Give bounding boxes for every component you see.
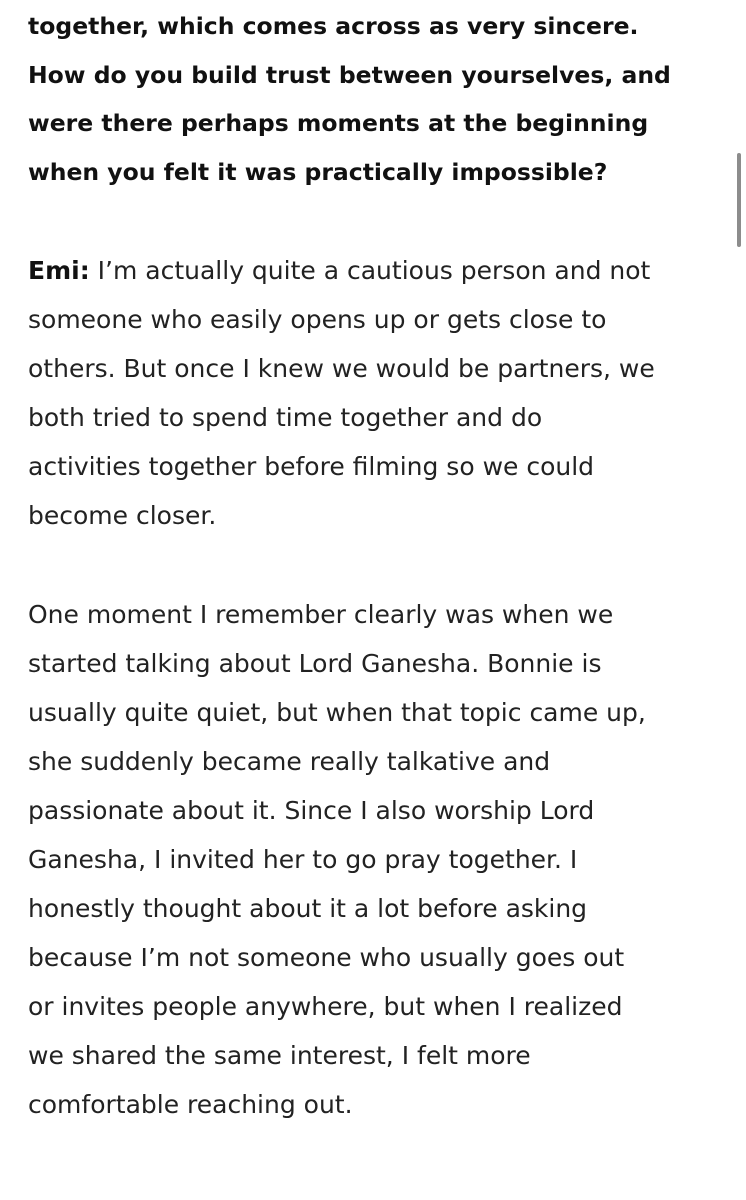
answer-line: or invites people anywhere, but when I realized bbox=[28, 992, 623, 1021]
answer-line: both tried to spend time together and do bbox=[28, 403, 543, 432]
speaker-label: Emi: bbox=[28, 256, 90, 285]
interview-question bbox=[28, 2, 724, 196]
answer-line: One moment I remember clearly was when we bbox=[28, 600, 614, 629]
paragraph-spacer bbox=[28, 196, 724, 246]
answer-line: honestly thought about it a lot before asking bbox=[28, 894, 588, 923]
answer-line: she suddenly became really talkative and bbox=[28, 747, 551, 776]
question-line: How do you build trust between yourselves, and bbox=[28, 60, 671, 89]
answer-line: usually quite quiet, but when that topic came up, bbox=[28, 698, 646, 727]
answer-paragraph-1 bbox=[28, 246, 724, 540]
answer-line: because I’m not someone who usually goes out bbox=[28, 943, 625, 972]
question-line: when you felt it was practically impossible? bbox=[28, 157, 608, 186]
answer-line: become closer. bbox=[28, 501, 217, 530]
answer-line: someone who easily opens up or gets close to bbox=[28, 305, 607, 334]
answer-line: Ganesha, I invited her to go pray together. I bbox=[28, 845, 578, 874]
answer-line: comfortable reaching out. bbox=[28, 1090, 353, 1119]
answer-line: others. But once I knew we would be partners, we bbox=[28, 354, 655, 383]
answer-line: started talking about Lord Ganesha. Bonnie is bbox=[28, 649, 602, 678]
answer-line: we shared the same interest, I felt more bbox=[28, 1041, 531, 1070]
question-line: together, which comes across as very sincere. bbox=[28, 12, 639, 40]
answer-line: activities together before filming so we could bbox=[28, 452, 595, 481]
paragraph-spacer bbox=[28, 540, 724, 590]
question-line: were there perhaps moments at the beginning bbox=[28, 109, 649, 137]
answer-line: passionate about it. Since I also worship Lord bbox=[28, 796, 595, 825]
article-body bbox=[28, 2, 724, 1129]
answer-line-text: I’m actually quite a cautious person and not bbox=[89, 256, 651, 285]
vertical-scrollbar-thumb[interactable] bbox=[737, 153, 741, 247]
answer-paragraph-2 bbox=[28, 590, 724, 1129]
answer-line bbox=[28, 246, 724, 295]
